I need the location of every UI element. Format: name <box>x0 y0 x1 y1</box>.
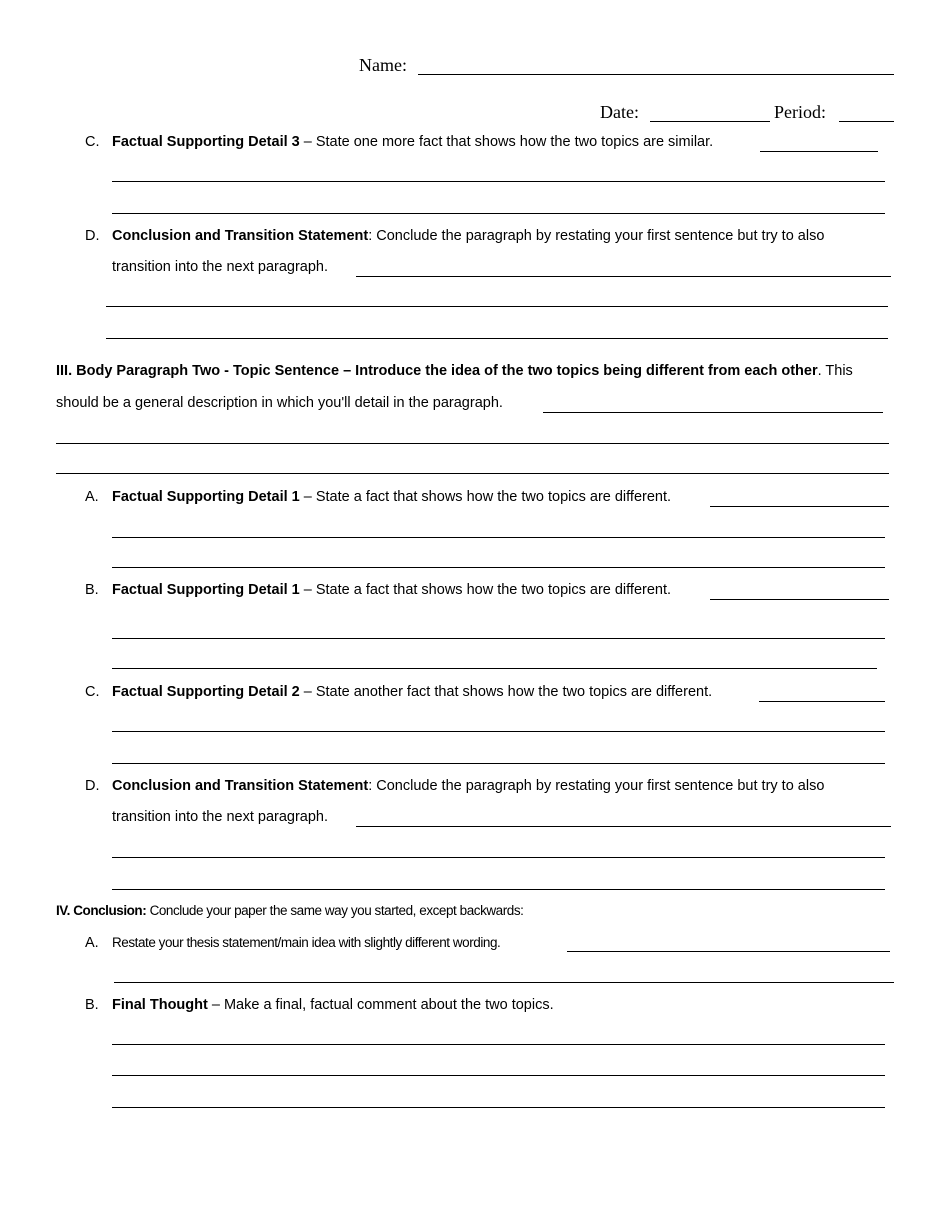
answer-line[interactable] <box>112 1107 885 1108</box>
answer-line[interactable] <box>356 276 891 277</box>
answer-line[interactable] <box>112 213 885 214</box>
item-d2-marker: D. <box>85 778 100 794</box>
item-b-text: State a fact that shows how the two topics are different. <box>315 582 672 598</box>
item-a-prompt <box>112 489 671 505</box>
item-c-dash: – <box>299 134 316 150</box>
answer-line[interactable] <box>112 567 885 568</box>
section-iv-title: IV. Conclusion: <box>56 903 147 918</box>
item-c2-dash: – <box>299 684 316 700</box>
date-period-line <box>600 102 639 123</box>
item-a3-marker: A. <box>85 935 99 951</box>
answer-line[interactable] <box>56 443 889 444</box>
item-c-prompt <box>112 134 713 150</box>
item-b3-dash: – <box>207 997 224 1013</box>
item-d-prompt-line2: transition into the next paragraph. <box>112 259 329 275</box>
answer-line[interactable] <box>567 951 890 952</box>
answer-line[interactable] <box>112 638 885 639</box>
item-c2-text: State another fact that shows how the two topics are different. <box>315 684 713 700</box>
item-c2-marker: C. <box>85 684 100 700</box>
answer-line[interactable] <box>112 537 885 538</box>
item-d2-text: : Conclude the paragraph by restating your first sentence but try to also <box>368 778 825 794</box>
item-b-dash: – <box>299 582 316 598</box>
section-iii-line2: should be a general description in which you'll detail in the paragraph. <box>56 395 503 411</box>
section-iii-heading <box>56 363 853 379</box>
answer-line[interactable] <box>112 1075 885 1076</box>
period-label: Period: <box>774 102 826 122</box>
item-a-text: State a fact that shows how the two topics are different. <box>315 489 672 505</box>
answer-line[interactable] <box>112 889 885 890</box>
name-line <box>359 55 407 76</box>
answer-line[interactable] <box>112 731 885 732</box>
period-label-wrap <box>774 102 826 123</box>
item-d-title: Conclusion and Transition Statement <box>112 228 369 244</box>
item-b-prompt <box>112 582 671 598</box>
item-b3-prompt <box>112 997 554 1013</box>
item-c-text: State one more fact that shows how the two topics are similar. <box>315 134 714 150</box>
section-iii-heading-tail: . This <box>817 363 853 379</box>
period-field[interactable] <box>839 121 894 122</box>
section-iv-heading-text: Conclude your paper the same way you started, except backwards: <box>146 903 524 918</box>
item-b-title: Factual Supporting Detail 1 <box>112 582 300 598</box>
date-field[interactable] <box>650 121 770 122</box>
item-b3-text: Make a final, factual comment about the two topics. <box>223 997 554 1013</box>
answer-line[interactable] <box>112 1044 885 1045</box>
item-b3-title: Final Thought <box>112 997 208 1013</box>
item-d2-prompt <box>112 778 824 794</box>
item-a-dash: – <box>299 489 316 505</box>
answer-line[interactable] <box>543 412 883 413</box>
section-iv-heading <box>56 903 523 918</box>
item-d-marker: D. <box>85 228 100 244</box>
item-c2-title: Factual Supporting Detail 2 <box>112 684 300 700</box>
item-b-marker: B. <box>85 582 99 598</box>
item-a-title: Factual Supporting Detail 1 <box>112 489 300 505</box>
date-label: Date: <box>600 102 639 122</box>
answer-line[interactable] <box>112 857 885 858</box>
answer-line[interactable] <box>106 338 888 339</box>
answer-line[interactable] <box>106 306 888 307</box>
item-c2-prompt <box>112 684 712 700</box>
answer-line[interactable] <box>710 599 889 600</box>
item-d-text: : Conclude the paragraph by restating your first sentence but try to also <box>368 228 825 244</box>
answer-line[interactable] <box>760 151 878 152</box>
item-c-title: Factual Supporting Detail 3 <box>112 134 300 150</box>
item-a-marker: A. <box>85 489 99 505</box>
section-iii-title: III. Body Paragraph Two - Topic Sentence – Introduce the idea of the two topics being different from each other <box>56 363 818 379</box>
name-label: Name: <box>359 55 407 75</box>
item-c-marker: C. <box>85 134 100 150</box>
answer-line[interactable] <box>710 506 889 507</box>
item-d2-title: Conclusion and Transition Statement <box>112 778 369 794</box>
answer-line[interactable] <box>759 701 885 702</box>
answer-line[interactable] <box>356 826 891 827</box>
item-a3-text: Restate your thesis statement/main idea with slightly different wording. <box>112 935 501 950</box>
item-b3-marker: B. <box>85 997 99 1013</box>
item-d-prompt <box>112 228 824 244</box>
answer-line[interactable] <box>56 473 889 474</box>
answer-line[interactable] <box>112 181 885 182</box>
answer-line[interactable] <box>114 982 894 983</box>
answer-line[interactable] <box>112 763 885 764</box>
name-field[interactable] <box>418 74 894 75</box>
answer-line[interactable] <box>112 668 877 669</box>
item-d2-prompt-line2: transition into the next paragraph. <box>112 809 329 825</box>
